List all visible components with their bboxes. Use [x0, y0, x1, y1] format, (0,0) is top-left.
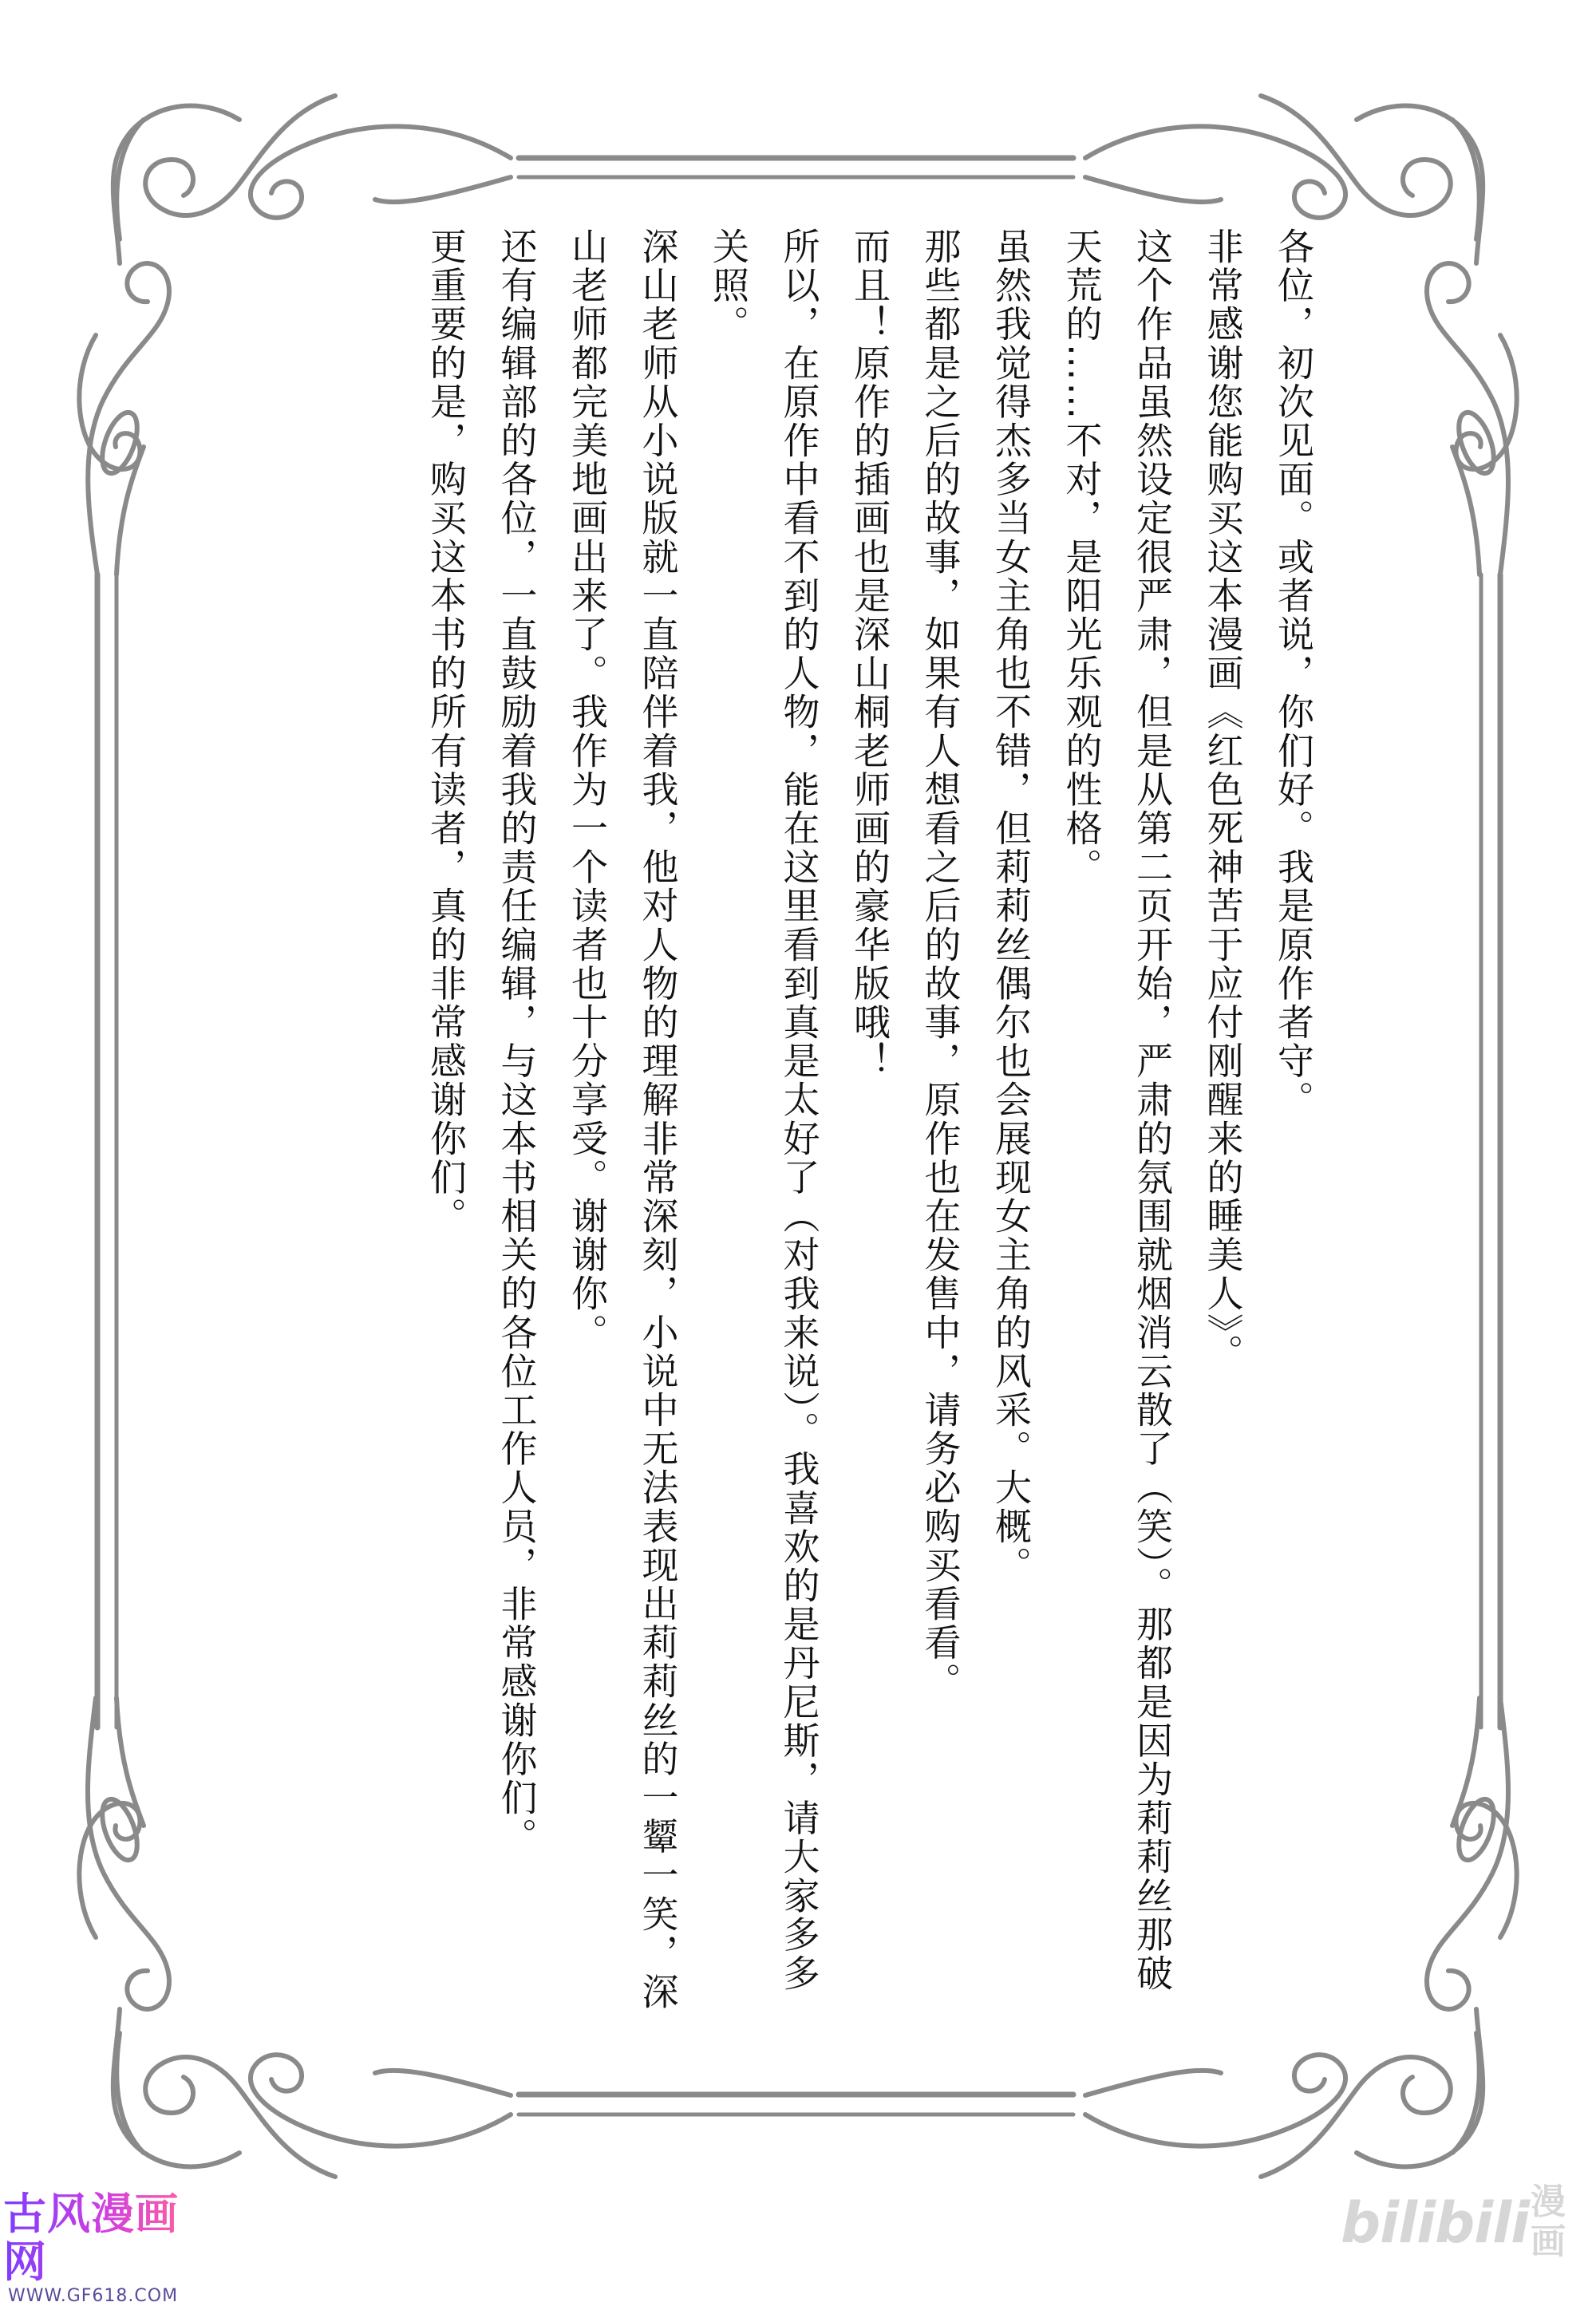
afterword-text	[275, 227, 1329, 2015]
paragraph-illustration: 而且！原作的插画也是深山桐老师画的豪华版哦！	[848, 227, 891, 1081]
label-bottom: 画	[1531, 2221, 1566, 2262]
site-watermark-title: 古风漫画网	[3, 2190, 187, 2286]
paragraph-characters: 所以，在原作中看不到的人物，能在这里看到真是太好了（对我来说）。我喜欢的是丹尼斯，请大家多多关照。	[707, 227, 821, 1993]
site-watermark-url: WWW.GF618.COM	[8, 2286, 179, 2306]
paragraph-setting: 这个作品虽然设定很严肃，但是从第二页开始，严肃的氛围就烟消云散了（笑）。那都是因为莉莉丝那破天荒的……不对，是阳光乐观的性格。	[1060, 227, 1174, 1993]
site-watermark	[3, 2190, 187, 2306]
bilibili-logo: bilibili	[1341, 2190, 1530, 2256]
paragraph-later-story: 那些都是之后的故事，如果有人想看之后的故事，原作也在发售中，请务必购买看看。	[918, 227, 962, 1701]
bilibili-watermark	[1309, 2182, 1588, 2262]
paragraph-editor-thanks: 还有编辑部的各位，一直鼓励着我的责任编辑，与这本书相关的各位工作人员，非常感谢你们。	[495, 227, 539, 1857]
label-top: 漫	[1531, 2182, 1566, 2222]
paragraph-heroine: 虽然我觉得杰多当女主角也不错，但莉莉丝偶尔也会展现女主角的风采。大概。	[990, 227, 1033, 1585]
paragraph-reader-thanks: 更重要的是，购买这本书的所有读者，真的非常感谢你们。	[425, 227, 468, 1236]
paragraph-thanks-purchase: 非常感谢您能购买这本漫画《红色死神苦于应付刚醒来的睡美人》。	[1201, 227, 1245, 1372]
bilibili-manhua-label	[1531, 2182, 1570, 2262]
paragraph-artist-thanks: 深山老师从小说版就一直陪伴着我，他对人物的理解非常深刻，小说中无法表现出莉莉丝的一颦一笑，深山老师都完美地画出来了。我作为一个读者也十分享受。谢谢你。	[566, 227, 680, 2012]
paragraph-greeting: 各位，初次见面。或者说，你们好。我是原作者守。	[1272, 227, 1315, 1119]
